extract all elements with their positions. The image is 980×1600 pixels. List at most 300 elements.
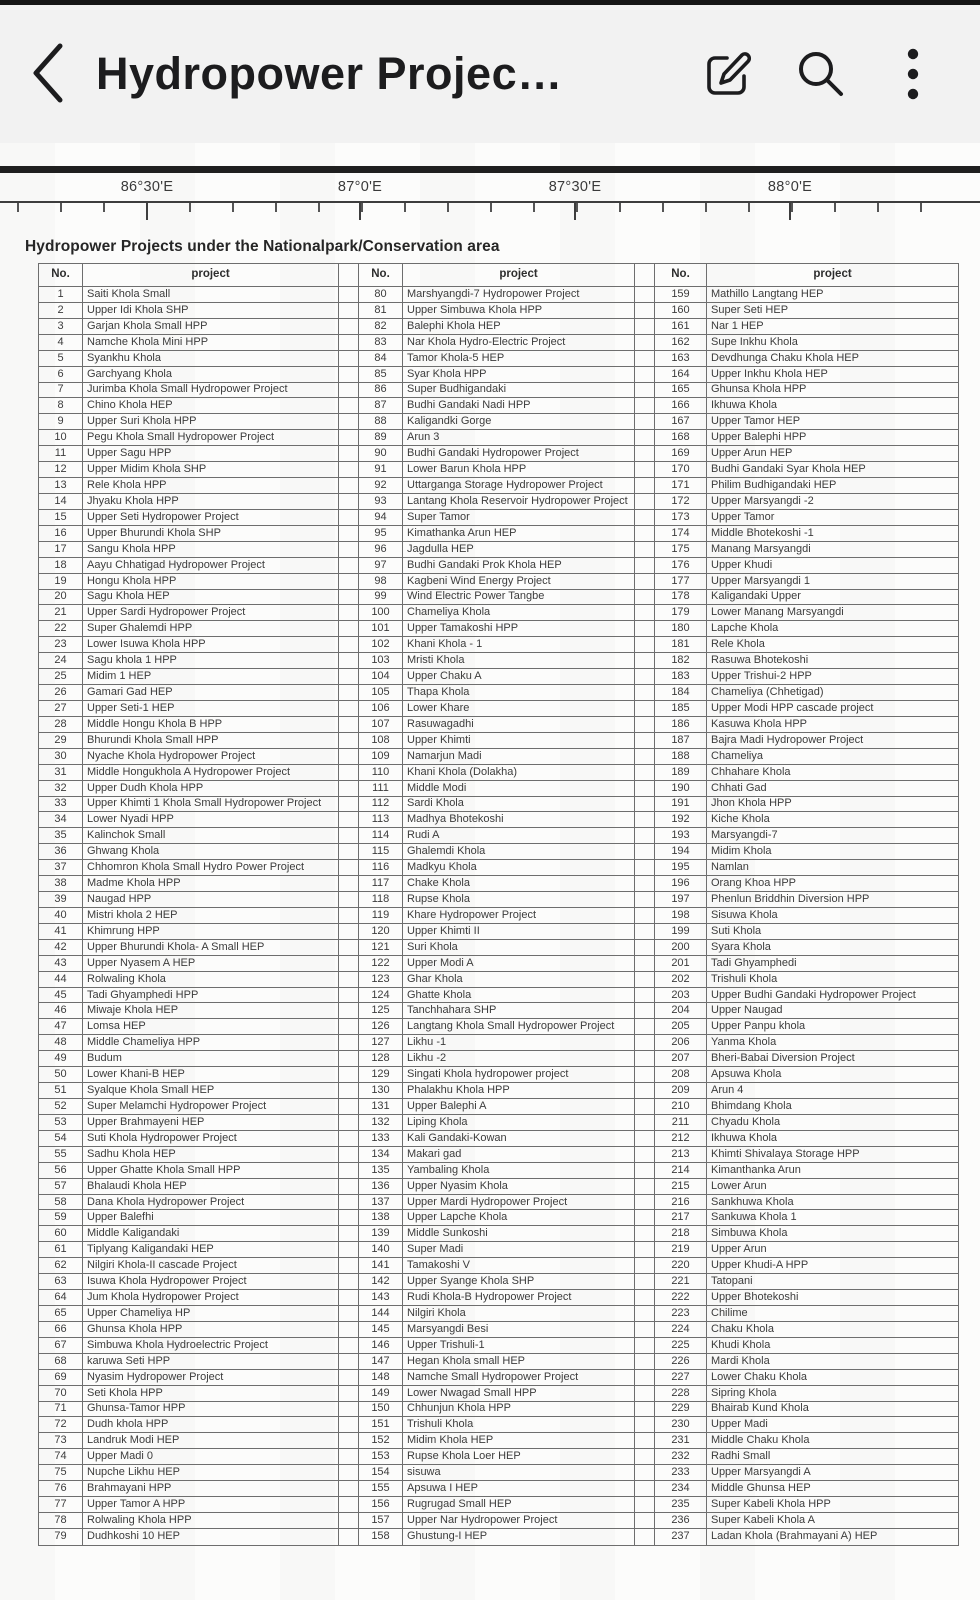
project-name-cell: Yanma Khola (707, 1035, 959, 1051)
row-number-cell: 227 (655, 1369, 707, 1385)
spacer-cell (339, 1433, 359, 1449)
spacer-cell (635, 1258, 655, 1274)
row-number-cell: 100 (359, 605, 403, 621)
row-number-cell: 138 (359, 1210, 403, 1226)
spacer-cell (339, 398, 359, 414)
table-row (39, 493, 959, 509)
project-name-cell: Rudi A (403, 828, 635, 844)
table-row (39, 430, 959, 446)
project-name-cell: Nyasim Hydropower Project (83, 1369, 339, 1385)
row-number-cell: 150 (359, 1401, 403, 1417)
row-number-cell: 73 (39, 1433, 83, 1449)
row-number-cell: 94 (359, 509, 403, 525)
map-top-border (0, 166, 980, 173)
project-name-cell: Upper Marsyangdi A (707, 1465, 959, 1481)
project-name-cell: Sardi Khola (403, 796, 635, 812)
row-number-cell: 178 (655, 589, 707, 605)
row-number-cell: 16 (39, 525, 83, 541)
row-number-cell: 42 (39, 939, 83, 955)
project-name-cell: Kimathanka Arun HEP (403, 525, 635, 541)
spacer-cell (339, 764, 359, 780)
table-row (39, 955, 959, 971)
row-number-cell: 77 (39, 1497, 83, 1513)
table-row (39, 1162, 959, 1178)
row-number-cell: 86 (359, 382, 403, 398)
row-number-cell: 141 (359, 1258, 403, 1274)
document-viewport[interactable] (0, 143, 980, 1600)
row-number-cell: 111 (359, 780, 403, 796)
row-number-cell: 92 (359, 478, 403, 494)
row-number-cell: 136 (359, 1178, 403, 1194)
spacer-cell (635, 828, 655, 844)
row-number-cell: 95 (359, 525, 403, 541)
no-column-header: No. (39, 264, 83, 287)
project-name-cell: Chyadu Khola (707, 1114, 959, 1130)
project-name-cell: Kalinchok Small (83, 828, 339, 844)
search-button[interactable] (782, 35, 860, 113)
spacer-cell (339, 939, 359, 955)
project-name-cell: Likhu -2 (403, 1051, 635, 1067)
row-number-cell: 217 (655, 1210, 707, 1226)
spacer-cell (635, 780, 655, 796)
table-row (39, 1497, 959, 1513)
row-number-cell: 185 (655, 700, 707, 716)
project-name-cell: Upper Naugad (707, 1003, 959, 1019)
project-name-cell: Makari gad (403, 1146, 635, 1162)
row-number-cell: 19 (39, 573, 83, 589)
row-number-cell: 210 (655, 1099, 707, 1115)
row-number-cell: 191 (655, 796, 707, 812)
spacer-cell (635, 1051, 655, 1067)
row-number-cell: 170 (655, 462, 707, 478)
project-name-cell: Isuwa Khola Hydropower Project (83, 1274, 339, 1290)
spacer-cell (339, 430, 359, 446)
table-row (39, 700, 959, 716)
spacer-cell (635, 302, 655, 318)
project-name-cell: Upper Khudi-A HPP (707, 1258, 959, 1274)
project-name-cell: Upper Khudi (707, 557, 959, 573)
no-column-header: No. (655, 264, 707, 287)
project-name-cell: Langtang Khola Small Hydropower Project (403, 1019, 635, 1035)
spacer-cell (339, 350, 359, 366)
table-row (39, 812, 959, 828)
table-row (39, 876, 959, 892)
spacer-cell (635, 748, 655, 764)
row-number-cell: 72 (39, 1417, 83, 1433)
ruler-major-tick (359, 203, 361, 220)
spacer-cell (635, 350, 655, 366)
project-name-cell: Rele Khola (707, 637, 959, 653)
table-row (39, 716, 959, 732)
project-name-cell: Marsyangdi-7 (707, 828, 959, 844)
spacer-cell (635, 589, 655, 605)
table-row (39, 685, 959, 701)
row-number-cell: 165 (655, 382, 707, 398)
row-number-cell: 156 (359, 1497, 403, 1513)
row-number-cell: 213 (655, 1146, 707, 1162)
row-number-cell: 135 (359, 1162, 403, 1178)
row-number-cell: 119 (359, 907, 403, 923)
project-name-cell: Bhurundi Khola Small HPP (83, 732, 339, 748)
row-number-cell: 188 (655, 748, 707, 764)
project-name-cell: Jhon Khola HPP (707, 796, 959, 812)
row-number-cell: 27 (39, 700, 83, 716)
project-name-cell: Philim Budhigandaki HEP (707, 478, 959, 494)
project-name-cell: Upper Bhurundi Khola- A Small HEP (83, 939, 339, 955)
table-row (39, 1353, 959, 1369)
spacer-cell (339, 732, 359, 748)
project-name-cell: Khimti Shivalaya Storage HPP (707, 1146, 959, 1162)
table-row (39, 1210, 959, 1226)
spacer-cell (339, 1083, 359, 1099)
row-number-cell: 199 (655, 923, 707, 939)
project-name-cell: Jurimba Khola Small Hydropower Project (83, 382, 339, 398)
project-name-cell: Chhomron Khola Small Hydro Power Project (83, 860, 339, 876)
project-name-cell: Midim Khola (707, 844, 959, 860)
spacer-cell (339, 334, 359, 350)
spacer-cell (339, 1146, 359, 1162)
row-number-cell: 40 (39, 907, 83, 923)
table-row (39, 414, 959, 430)
project-name-cell: Khudi Khola (707, 1337, 959, 1353)
row-number-cell: 143 (359, 1290, 403, 1306)
project-name-cell: Sipring Khola (707, 1385, 959, 1401)
project-name-cell: Upper Tamor HEP (707, 414, 959, 430)
project-name-cell: Upper Khimti 1 Khola Small Hydropower Project (83, 796, 339, 812)
spacer-cell (635, 653, 655, 669)
row-number-cell: 122 (359, 955, 403, 971)
spacer-cell (635, 1035, 655, 1051)
spacer-header (635, 264, 655, 287)
spacer-cell (339, 1067, 359, 1083)
project-name-cell: Upper Trishui-2 HPP (707, 669, 959, 685)
table-row (39, 892, 959, 908)
row-number-cell: 93 (359, 493, 403, 509)
table-row (39, 1242, 959, 1258)
spacer-cell (635, 1019, 655, 1035)
row-number-cell: 128 (359, 1051, 403, 1067)
spacer-cell (339, 605, 359, 621)
row-number-cell: 168 (655, 430, 707, 446)
row-number-cell: 106 (359, 700, 403, 716)
row-number-cell: 173 (655, 509, 707, 525)
table-row (39, 1130, 959, 1146)
project-name-cell: Lower Chaku Khola (707, 1369, 959, 1385)
spacer-cell (339, 700, 359, 716)
spacer-cell (339, 1497, 359, 1513)
spacer-cell (339, 971, 359, 987)
row-number-cell: 202 (655, 971, 707, 987)
project-name-cell: Chaku Khola (707, 1321, 959, 1337)
row-number-cell: 218 (655, 1226, 707, 1242)
row-number-cell: 57 (39, 1178, 83, 1194)
chevron-left-icon (28, 42, 68, 107)
row-number-cell: 204 (655, 1003, 707, 1019)
table-row (39, 1099, 959, 1115)
project-name-cell: Chake Khola (403, 876, 635, 892)
table-row (39, 1226, 959, 1242)
spacer-cell (635, 1083, 655, 1099)
row-number-cell: 90 (359, 446, 403, 462)
table-row (39, 334, 959, 350)
spacer-header (339, 264, 359, 287)
spacer-cell (339, 1003, 359, 1019)
spacer-cell (635, 478, 655, 494)
spacer-cell (339, 907, 359, 923)
project-name-cell: Tadi Ghyamphedi (707, 955, 959, 971)
row-number-cell: 54 (39, 1130, 83, 1146)
table-row (39, 462, 959, 478)
project-name-cell: Ghalemdi Khola (403, 844, 635, 860)
table-row (39, 939, 959, 955)
row-number-cell: 3 (39, 318, 83, 334)
row-number-cell: 137 (359, 1194, 403, 1210)
row-number-cell: 120 (359, 923, 403, 939)
spacer-cell (635, 1306, 655, 1322)
table-row (39, 1321, 959, 1337)
spacer-cell (339, 1353, 359, 1369)
spacer-cell (339, 653, 359, 669)
row-number-cell: 175 (655, 541, 707, 557)
project-name-cell: Sankhuwa Khola (707, 1194, 959, 1210)
row-number-cell: 159 (655, 287, 707, 303)
project-name-cell: Khani Khola (Dolakha) (403, 764, 635, 780)
project-name-cell: Arun 3 (403, 430, 635, 446)
row-number-cell: 11 (39, 446, 83, 462)
spacer-cell (339, 1337, 359, 1353)
back-button[interactable] (0, 5, 96, 143)
document-title: Hydropower Projec… (96, 48, 563, 99)
project-name-cell: Upper Ghatte Khola Small HPP (83, 1162, 339, 1178)
project-name-cell: Budhi Gandaki Prok Khola HEP (403, 557, 635, 573)
project-name-cell: Middle Sunkoshi (403, 1226, 635, 1242)
ruler-major-tick (146, 203, 148, 220)
project-name-cell: Ghunsa Khola HPP (707, 382, 959, 398)
project-name-cell: Phalakhu Khola HPP (403, 1083, 635, 1099)
row-number-cell: 12 (39, 462, 83, 478)
row-number-cell: 82 (359, 318, 403, 334)
spacer-cell (339, 685, 359, 701)
row-number-cell: 107 (359, 716, 403, 732)
row-number-cell: 201 (655, 955, 707, 971)
project-name-cell: Tatopani (707, 1274, 959, 1290)
row-number-cell: 81 (359, 302, 403, 318)
project-name-cell: Kiche Khola (707, 812, 959, 828)
table-row (39, 509, 959, 525)
spacer-cell (339, 1274, 359, 1290)
project-name-cell: Lower Arun (707, 1178, 959, 1194)
project-name-cell: Madme Khola HPP (83, 876, 339, 892)
row-number-cell: 206 (655, 1035, 707, 1051)
project-name-cell: Upper Sagu HPP (83, 446, 339, 462)
row-number-cell: 105 (359, 685, 403, 701)
table-row (39, 350, 959, 366)
spacer-cell (635, 557, 655, 573)
row-number-cell: 158 (359, 1528, 403, 1545)
table-row (39, 1306, 959, 1322)
project-name-cell: Nyache Khola Hydropower Project (83, 748, 339, 764)
spacer-cell (339, 621, 359, 637)
row-number-cell: 112 (359, 796, 403, 812)
row-number-cell: 203 (655, 987, 707, 1003)
row-number-cell: 144 (359, 1306, 403, 1322)
row-number-cell: 44 (39, 971, 83, 987)
row-number-cell: 69 (39, 1369, 83, 1385)
project-name-cell: Garchyang Khola (83, 366, 339, 382)
project-name-cell: Upper Arun HEP (707, 446, 959, 462)
spacer-cell (635, 382, 655, 398)
spacer-cell (635, 923, 655, 939)
spacer-cell (635, 462, 655, 478)
spacer-cell (339, 860, 359, 876)
spacer-cell (635, 1369, 655, 1385)
spacer-cell (635, 1146, 655, 1162)
spacer-cell (635, 1099, 655, 1115)
row-number-cell: 148 (359, 1369, 403, 1385)
project-name-cell: Syalque Khola Small HEP (83, 1083, 339, 1099)
project-name-cell: Kagbeni Wind Energy Project (403, 573, 635, 589)
project-name-cell: Syara Khola (707, 939, 959, 955)
project-name-cell: Upper Chameliya HP (83, 1306, 339, 1322)
ruler-major-tick (574, 203, 576, 220)
spacer-cell (635, 1290, 655, 1306)
project-name-cell: Chhati Gad (707, 780, 959, 796)
spacer-cell (339, 780, 359, 796)
row-number-cell: 31 (39, 764, 83, 780)
project-name-cell: Upper Mardi Hydropower Project (403, 1194, 635, 1210)
project-name-cell: Khani Khola - 1 (403, 637, 635, 653)
row-number-cell: 230 (655, 1417, 707, 1433)
project-name-cell: Manang Marsyangdi (707, 541, 959, 557)
row-number-cell: 124 (359, 987, 403, 1003)
project-name-cell: Upper Khimti (403, 732, 635, 748)
project-name-cell: Saiti Khola Small (83, 287, 339, 303)
row-number-cell: 28 (39, 716, 83, 732)
project-name-cell: Aayu Chhatigad Hydropower Project (83, 557, 339, 573)
project-name-cell: Upper Khimti II (403, 923, 635, 939)
table-row (39, 1385, 959, 1401)
project-name-cell: Budhi Gandaki Nadi HPP (403, 398, 635, 414)
row-number-cell: 6 (39, 366, 83, 382)
project-name-cell: Middle Kaligandaki (83, 1226, 339, 1242)
row-number-cell: 209 (655, 1083, 707, 1099)
spacer-cell (339, 382, 359, 398)
project-name-cell: Naugad HPP (83, 892, 339, 908)
ruler-major-tick (789, 203, 791, 220)
spacer-cell (635, 1321, 655, 1337)
spacer-cell (339, 1528, 359, 1545)
table-row (39, 318, 959, 334)
spacer-cell (339, 493, 359, 509)
project-name-cell: Upper Tamor A HPP (83, 1497, 339, 1513)
project-name-cell: Ladan Khola (Brahmayani A) HEP (707, 1528, 959, 1545)
row-number-cell: 34 (39, 812, 83, 828)
project-name-cell: Chilime (707, 1306, 959, 1322)
table-row (39, 987, 959, 1003)
spacer-cell (635, 1067, 655, 1083)
project-name-cell: Tamakoshi V (403, 1258, 635, 1274)
spacer-cell (635, 637, 655, 653)
spacer-cell (635, 493, 655, 509)
spacer-cell (339, 1290, 359, 1306)
spacer-cell (339, 1449, 359, 1465)
spacer-cell (339, 876, 359, 892)
spacer-cell (339, 748, 359, 764)
row-number-cell: 195 (655, 860, 707, 876)
project-name-cell: Lower Nyadi HPP (83, 812, 339, 828)
project-name-cell: Upper Brahmayeni HEP (83, 1114, 339, 1130)
spacer-cell (635, 1385, 655, 1401)
project-name-cell: Chameliya (Chhetigad) (707, 685, 959, 701)
table-row (39, 1146, 959, 1162)
edit-button[interactable] (690, 35, 768, 113)
project-name-cell: Rupse Khola (403, 892, 635, 908)
spacer-cell (339, 1194, 359, 1210)
project-name-cell: Jhyaku Khola HPP (83, 493, 339, 509)
project-name-cell: Middle Chaku Khola (707, 1433, 959, 1449)
spacer-cell (339, 1481, 359, 1497)
row-number-cell: 104 (359, 669, 403, 685)
spacer-cell (635, 1162, 655, 1178)
row-number-cell: 48 (39, 1035, 83, 1051)
project-name-cell: Upper Bhurundi Khola SHP (83, 525, 339, 541)
spacer-cell (339, 844, 359, 860)
table-row (39, 1449, 959, 1465)
table-row (39, 557, 959, 573)
project-name-cell: Bhimdang Khola (707, 1099, 959, 1115)
row-number-cell: 132 (359, 1114, 403, 1130)
project-name-cell: Hongu Khola HPP (83, 573, 339, 589)
overflow-menu-button[interactable] (874, 35, 952, 113)
spacer-cell (635, 939, 655, 955)
project-name-cell: Namche Small Hydropower Project (403, 1369, 635, 1385)
spacer-cell (339, 1465, 359, 1481)
row-number-cell: 35 (39, 828, 83, 844)
spacer-cell (339, 955, 359, 971)
spacer-cell (635, 1226, 655, 1242)
row-number-cell: 30 (39, 748, 83, 764)
project-name-cell: Super Tamor (403, 509, 635, 525)
spacer-cell (339, 1035, 359, 1051)
row-number-cell: 228 (655, 1385, 707, 1401)
project-name-cell: Chameliya (707, 748, 959, 764)
spacer-cell (339, 1258, 359, 1274)
row-number-cell: 197 (655, 892, 707, 908)
project-name-cell: Ghunsa-Tamor HPP (83, 1401, 339, 1417)
spacer-cell (635, 414, 655, 430)
project-name-cell: Tadi Ghyamphedi HPP (83, 987, 339, 1003)
spacer-cell (339, 1321, 359, 1337)
project-name-cell: Suri Khola (403, 939, 635, 955)
table-row (39, 1067, 959, 1083)
row-number-cell: 75 (39, 1465, 83, 1481)
row-number-cell: 133 (359, 1130, 403, 1146)
project-name-cell: Miwaje Khola HEP (83, 1003, 339, 1019)
project-name-cell: Suti Khola (707, 923, 959, 939)
row-number-cell: 224 (655, 1321, 707, 1337)
row-number-cell: 127 (359, 1035, 403, 1051)
project-name-cell: Super Budhigandaki (403, 382, 635, 398)
table-wrapper (38, 263, 959, 1546)
row-number-cell: 85 (359, 366, 403, 382)
spacer-cell (635, 1465, 655, 1481)
spacer-cell (635, 1337, 655, 1353)
row-number-cell: 66 (39, 1321, 83, 1337)
row-number-cell: 59 (39, 1210, 83, 1226)
spacer-cell (635, 398, 655, 414)
kebab-menu-icon (906, 47, 920, 101)
table-row (39, 1019, 959, 1035)
